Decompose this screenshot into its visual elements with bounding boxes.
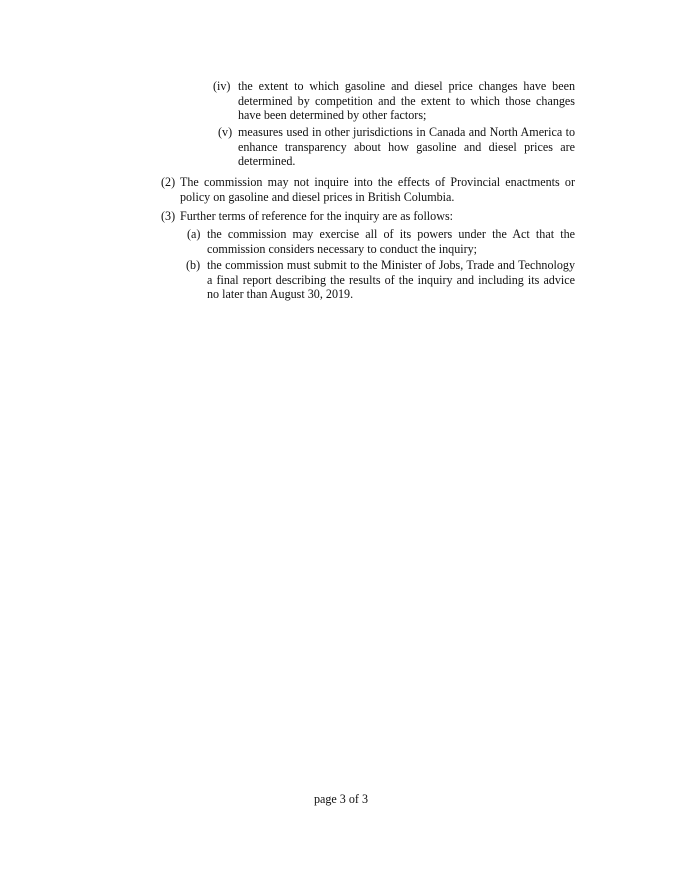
- subparagraph-text: measures used in other jurisdictions in Canada and North America to enhance transparency about how gasoline and diesel prices are determined.: [238, 125, 575, 169]
- subsection-text: The commission may not inquire into the effects of Provincial enactments or policy on gasoline and diesel prices in British Columbia.: [180, 175, 575, 204]
- subparagraph-marker: (iv): [213, 79, 231, 93]
- paragraph-text: the commission may exercise all of its powers under the Act that the commission considers necessary to conduct the inquiry;: [207, 227, 575, 256]
- subparagraph-text: the extent to which gasoline and diesel price changes have been determined by competition and the extent to which those changes have been determined by other factors;: [238, 79, 575, 123]
- paragraph-marker: (a): [187, 227, 201, 241]
- subsection-marker: (2): [161, 175, 176, 189]
- paragraph-a: [187, 227, 575, 256]
- paragraph-b: [186, 258, 575, 302]
- paragraph-text: the commission must submit to the Minister of Jobs, Trade and Technology a final report describing the results of the inquiry and including its advice no later than August 30, 2019.: [207, 258, 575, 302]
- page-number: page 3 of 3: [313, 792, 369, 806]
- subsection-3: [161, 209, 575, 224]
- subsection-2: [161, 175, 575, 204]
- subparagraph-iv: [213, 79, 575, 123]
- subsection-marker: (3): [161, 209, 176, 223]
- subparagraph-v: [218, 125, 575, 169]
- subparagraph-marker: (v): [218, 125, 233, 139]
- subsection-text: Further terms of reference for the inquiry are as follows:: [180, 209, 454, 223]
- paragraph-marker: (b): [186, 258, 201, 272]
